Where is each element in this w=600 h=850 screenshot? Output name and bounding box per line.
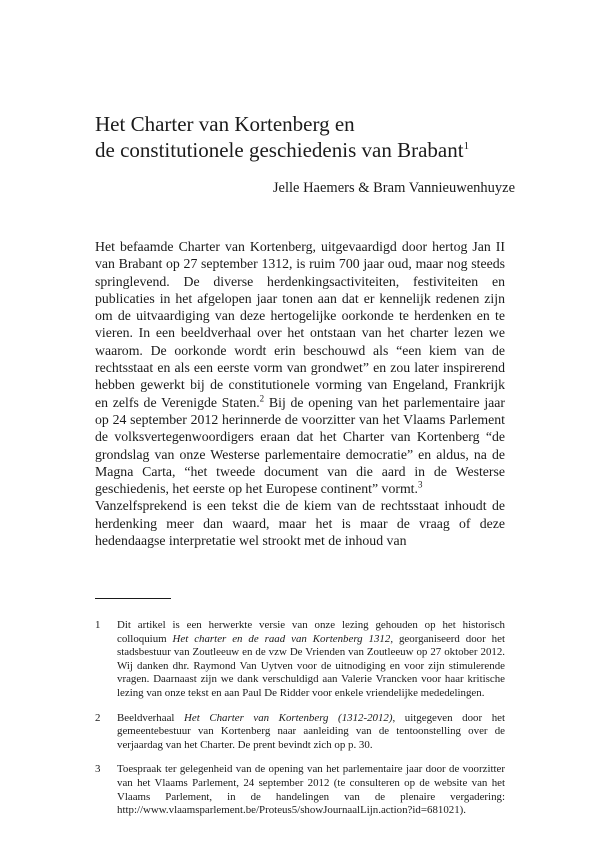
footnote-ref-2[interactable]: 2 [259, 393, 265, 404]
footnote-italic-title: Het charter en de raad van Kortenberg 1312 [172, 632, 391, 645]
paragraph-1 [95, 238, 505, 497]
footnote-italic-title: Het Charter van Kortenberg (1312-2012) [184, 711, 393, 724]
footnote-1 [95, 619, 505, 701]
title-line-2: de constitutionele geschiedenis van Brabant [95, 138, 464, 162]
footnote-number: 3 [95, 763, 101, 776]
footnote-text-part: , georganiseerd door het stadsbestuur van Zoutleeuw en de vzw De Vrienden van Zoutleeuw op 27 oktober 2012. Wij danken dhr. Raymond Van Uytven voor de uitnodiging en voor zijn stimulerende vragen. Daarnaast zijn we dank verschuldigd aan Valerie Vrancken voor haar kritische lezing van onze tekst en aan Paul De Ridder voor enkele vriendelijke mededelingen. [117, 632, 505, 699]
title-footnote-ref[interactable]: 1 [463, 140, 470, 152]
footnote-text-part: Dit artikel is een herwerkte versie van onze lezing gehouden op het historisch colloquium [117, 619, 505, 645]
footnote-text [117, 712, 505, 753]
footnote-divider [95, 598, 171, 599]
footnote-text-part: , uitgegeven door het gemeentebestuur van Kortenberg naar aanleiding van de tentoonstelling over de verjaardag van het Charter. De prent bevindt zich op p. 30. [117, 711, 505, 751]
paragraph-1-part-b: Bij de opening van het parlementaire jaar op 24 september 2012 herinnerde de voorzitter van het Vlaams Parlement de volksvertegenwoordigers eraan dat het Charter van Kortenberg “de grondslag van onze Westerse parlementaire democratie” en aldus, na de Magna Carta, “het tweede document van die aard in de Westerse geschiedenis, het eerste op het Europese continent” vormt. [95, 394, 505, 497]
footnote-number: 1 [95, 619, 101, 631]
title-line-1: Het Charter van Kortenberg en [95, 112, 355, 136]
footnote-3 [95, 763, 505, 817]
footnote-ref-3[interactable]: 3 [417, 479, 423, 490]
footnotes [95, 619, 505, 829]
footnote-2 [95, 712, 505, 753]
article-title [95, 111, 555, 163]
paragraph-2: Vanzelfsprekend is een tekst die de kiem van de rechtsstaat inhoudt de herdenking meer dan waard, maar het is maar de vraag of deze hedendaagse interpretatie wel strookt met de inhoud van [95, 498, 505, 549]
footnote-text [117, 619, 505, 701]
footnote-text [117, 763, 505, 817]
footnote-text-part: Toespraak ter gelegenheid van de opening van het parlementaire jaar door de voorzitter van het Vlaams Parlement, 24 september 2012 (te consulteren op de website van het Vlaams Parlement, in de handelingen van de plenaire vergadering: http://www.vlaamsparlement.be/Proteus5/showJournaalLijn.action?id=681021). [117, 763, 505, 817]
authors: Jelle Haemers & Bram Vannieuwenhuyze [272, 180, 515, 196]
body-text [95, 238, 505, 549]
footnote-text-part: Beeldverhaal [117, 711, 185, 724]
footnote-number: 2 [95, 711, 101, 724]
paragraph-1-part-a: Het befaamde Charter van Kortenberg, uitgevaardigd door hertog Jan II van Brabant op 27 september 1312, is ruim 700 jaar oud, maar nog steeds springlevend. De diverse herdenkingsactiviteiten, festiviteiten en publicaties in het afgelopen jaar tonen aan dat er kennelijk redenen zijn om de uitvaardiging van deze hertogelijke oorkonde te herdenken en te vieren. In een beeldverhaal over het ontstaan van het charter lezen we waarom. De oorkonde wordt erin beschouwd als “een kiem van de rechtsstaat en als een eerste vorm van grondwet” en zou later inspirerend hebben gewerkt bij de constitutionele vorming van Engeland, Frankrijk en zelfs de Verenigde Staten. [95, 239, 505, 410]
